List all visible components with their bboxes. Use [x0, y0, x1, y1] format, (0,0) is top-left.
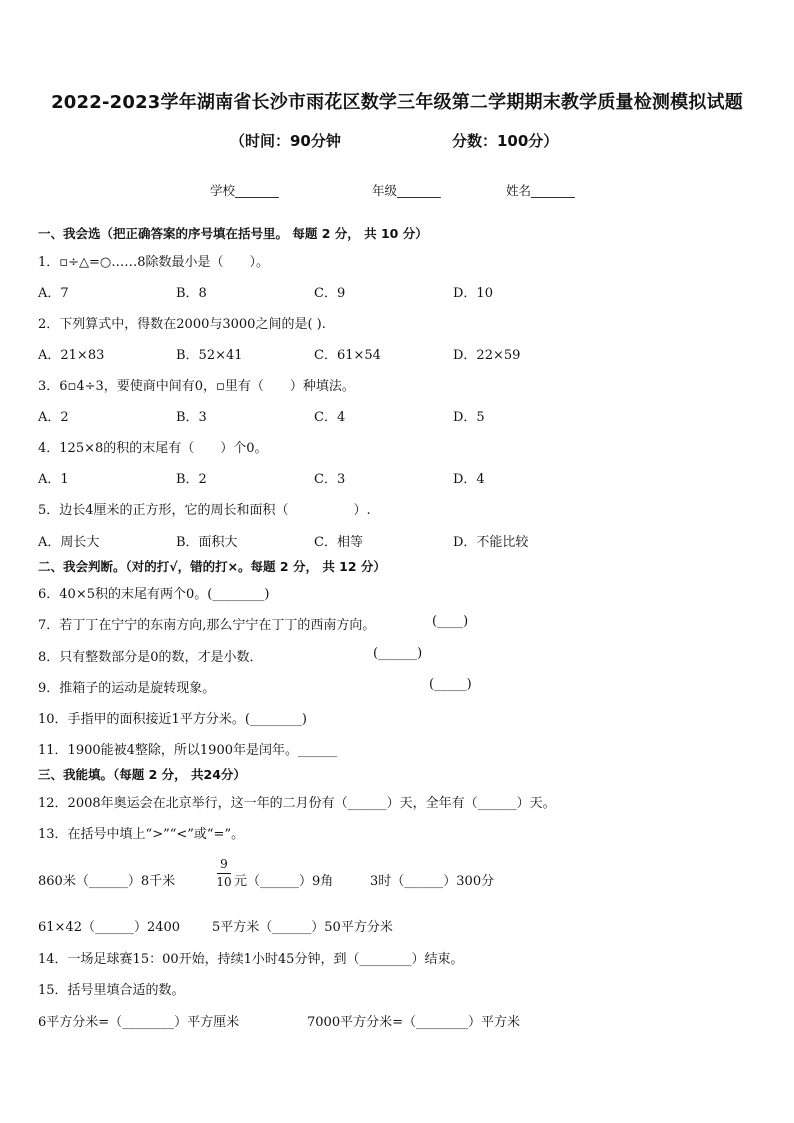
- q3-option-d: D．5: [453, 410, 485, 425]
- q2-option-b: B．52×41: [176, 348, 243, 363]
- question-13: 13．在括号中填上“>”“<”或“=”。: [38, 827, 245, 842]
- q5-option-d: D．不能比较: [453, 535, 529, 550]
- question-15: 15．括号里填合适的数。: [38, 983, 185, 998]
- question-4: 4．125×8的积的末尾有（ ）个0。: [38, 441, 268, 456]
- q13-item-3: 3时（______）300分: [370, 874, 495, 889]
- q4-option-d: D．4: [453, 472, 485, 487]
- q7-answer-blank: (____): [432, 614, 469, 629]
- question-11: 11．1900能被4整除，所以1900年是闰年。______: [38, 743, 337, 758]
- fraction-numerator: 9: [220, 857, 228, 871]
- q3-option-a: A．2: [38, 410, 69, 425]
- q1-option-b: B．8: [176, 286, 207, 301]
- question-9: 9．推箱子的运动是旋转现象。: [38, 681, 216, 696]
- q13-fraction: [214, 858, 234, 889]
- fraction-bar: [217, 873, 231, 874]
- school-field: 学校_______: [210, 183, 279, 198]
- question-6: 6．40×5积的末尾有两个0。(________): [38, 587, 270, 602]
- q15-item-2: 7000平方分米=（________）平方米: [307, 1015, 520, 1030]
- question-14: 14．一场足球赛15：00开始，持续1小时45分钟，到（________）结束。: [38, 952, 464, 967]
- q4-option-c: C．3: [314, 472, 346, 487]
- section-2-heading: 二、我会判断。（对的打√，错的打×。每题 2 分， 共 12 分）: [38, 559, 386, 574]
- question-5: 5．边长4厘米的正方形，它的周长和面积（ ）.: [38, 503, 371, 518]
- q2-option-a: A．21×83: [38, 348, 105, 363]
- question-8: 8．只有整数部分是0的数，才是小数．: [38, 650, 263, 665]
- q1-option-d: D．10: [453, 286, 493, 301]
- q9-answer-blank: (_____): [429, 677, 472, 692]
- q15-item-1: 6平方分米=（________）平方厘米: [38, 1015, 240, 1030]
- page-title: 2022-2023学年湖南省长沙市雨花区数学三年级第二学期期末教学质量检测模拟试题: [51, 92, 743, 113]
- question-7: 7．若丁丁在宁宁的东南方向,那么宁宁在丁丁的西南方向。: [38, 618, 376, 633]
- q13-item-1: 860米（______）8千米: [38, 874, 176, 889]
- time-label: （时间：90分钟: [230, 132, 341, 150]
- name-field: 姓名_______: [506, 183, 575, 198]
- q13-item-2: 元（______）9角: [234, 874, 334, 889]
- q5-option-a: A．周长大: [38, 535, 100, 550]
- question-3: 3．6▫4÷3，要使商中间有0，▫里有（ ）种填法。: [38, 379, 355, 394]
- q5-option-c: C．相等: [314, 535, 363, 550]
- q4-option-b: B．2: [176, 472, 207, 487]
- section-3-heading: 三、我能填。（每题 2 分， 共24分）: [38, 767, 246, 782]
- q8-answer-blank: (______): [373, 646, 423, 661]
- fraction-denominator: 10: [216, 875, 232, 889]
- score-label: 分数：100分）: [452, 132, 559, 150]
- q2-option-c: C．61×54: [314, 348, 381, 363]
- question-12: 12．2008年奥运会在北京举行，这一年的二月份有（______）天，全年有（______）天。: [38, 796, 556, 811]
- q2-option-d: D．22×59: [453, 348, 521, 363]
- question-1: 1．▫÷△=○……8除数最小是（ ）。: [38, 255, 269, 270]
- q3-option-b: B．3: [176, 410, 207, 425]
- q13-item-4: 61×42（______）2400: [38, 920, 181, 935]
- q1-option-a: A．7: [38, 286, 69, 301]
- q5-option-b: B．面积大: [176, 535, 238, 550]
- q4-option-a: A．1: [38, 472, 69, 487]
- q1-option-c: C．9: [314, 286, 346, 301]
- question-2: 2．下列算式中，得数在2000与3000之间的是( ).: [38, 317, 326, 332]
- question-10: 10．手指甲的面积接近1平方分米。(________): [38, 712, 307, 727]
- q13-item-5: 5平方米（______）50平方分米: [212, 920, 393, 935]
- section-1-heading: 一、我会选（把正确答案的序号填在括号里。 每题 2 分， 共 10 分）: [38, 226, 428, 241]
- grade-field: 年级_______: [372, 183, 441, 198]
- q3-option-c: C．4: [314, 410, 346, 425]
